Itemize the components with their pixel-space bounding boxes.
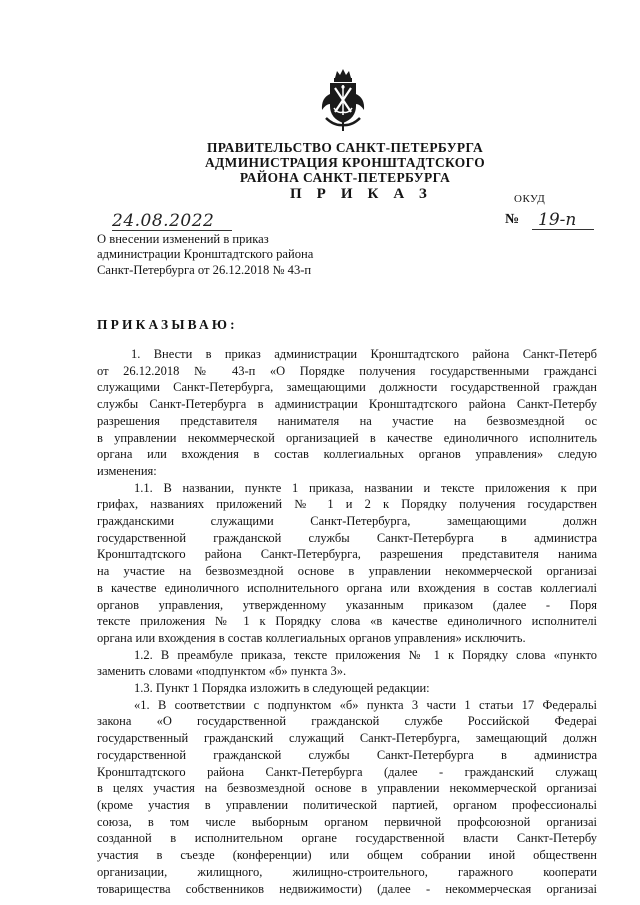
body-line: службы Санкт-Петербурга в администрации Кронштадтского района Санкт-Петербу xyxy=(97,397,597,412)
body-line: 1.3. Пункт 1 Порядка изложить в следующей редакции: xyxy=(134,681,430,696)
body-line: изменения: xyxy=(97,463,157,478)
body-line: закона «О государственной гражданской службе Российской Федераі xyxy=(97,714,597,729)
header-line-government: ПРАВИТЕЛЬСТВО САНКТ-ПЕТЕРБУРГА xyxy=(206,140,484,155)
body-line: от 26.12.2018 № 43-п «О Порядке получения государственными граждансі xyxy=(97,363,597,378)
body-line: органа или вхождения в состав коллегиальных органов управления» исключить. xyxy=(97,630,526,645)
subject-line: администрации Кронштадтского района xyxy=(97,247,314,262)
body-line: Кронштадтского района Санкт-Петербурга, разрешения представителя нанима xyxy=(97,547,597,562)
emblem-icon xyxy=(318,68,368,132)
body-line: (кроме участия в управлении политической партией, органом профессиональі xyxy=(97,797,597,812)
body-line: 1.2. В преамбуле приказа, тексте приложения № 1 к Порядку слова «пункто xyxy=(134,647,597,662)
body-line: органов управления, утвержденному указанным приказом (далее - Поря xyxy=(97,597,597,612)
body-line: гражданскими служащими Санкт-Петербурга, замещающими должн xyxy=(97,514,597,529)
document-number: 19-п xyxy=(532,211,594,230)
body-line: государственной гражданской службы Санкт-Петербурга в администра xyxy=(97,747,597,762)
header-line-district: РАЙОНА САНКТ-ПЕТЕРБУРГА xyxy=(239,170,451,185)
body-line: государственной гражданской службы Санкт-Петербурга в администра xyxy=(97,530,597,545)
subject-line: О внесении изменений в приказ xyxy=(97,232,269,246)
body-line: 1. Внести в приказ администрации Кронштадтского района Санкт-Петерб xyxy=(131,347,597,361)
body-line: органа или вхождения в состав коллегиальных органов управления» следую xyxy=(97,447,597,462)
body-line: разрешения представителя нанимателя на участие на безвозмездной ос xyxy=(97,413,597,428)
document-body xyxy=(97,346,597,897)
body-line: участия в съезде (конференции) или общем собрании иной общественн xyxy=(97,848,597,863)
document-type-title: ПРИКАЗ xyxy=(290,186,442,202)
body-line: «1. В соответствии с подпунктом «б» пункта 3 части 1 статьи 17 Федеральі xyxy=(134,697,597,712)
header-line-administration: АДМИНИСТРАЦИЯ КРОНШТАДТСКОГО xyxy=(204,155,486,170)
body-line: в целях участия на безвозмездной основе в управлении некоммерческой организаі xyxy=(97,781,597,796)
body-line: на участие на безвозмездной основе в управлении некоммерческой организаі xyxy=(97,564,597,579)
body-line: в управлении некоммерческой организацией в качестве единоличного исполнитель xyxy=(97,430,597,445)
subject-line: Санкт-Петербурга от 26.12.2018 № 43-п xyxy=(97,262,312,277)
body-line: государственный гражданский служащий Санкт-Петербурга, замещающий должн xyxy=(97,731,597,746)
body-line: союза, в том числе выборным органом первичной профсоюзной организаі xyxy=(97,814,597,829)
number-sign: № xyxy=(505,212,520,227)
body-line: служащими Санкт-Петербурга, замещающими должности государственной граждан xyxy=(97,380,597,395)
body-line: товарищества собственников недвижимости) (далее - некоммерческая организаі xyxy=(97,881,597,896)
body-line: Кронштадтского района Санкт-Петербурга (далее - гражданский служащ xyxy=(97,764,597,779)
body-line: в качестве единоличного исполнительного органа или вхождения в состав коллегиалі xyxy=(97,580,597,595)
body-line: 1.1. В названии, пункте 1 приказа, названии и тексте приложения к при xyxy=(134,480,597,495)
body-line: тексте приложения № 1 к Порядку слова «в качестве единоличного исполнителі xyxy=(97,614,597,629)
okud-label: ОКУД xyxy=(514,193,546,205)
body-line: организации, жилищного, жилищно-строительного, гаражного кооперати xyxy=(97,864,597,879)
document-subject xyxy=(97,232,313,278)
document-date: 24.08.2022 xyxy=(112,212,232,231)
body-line: созданной в исполнительном органе государственной власти Санкт-Петербу xyxy=(97,831,597,846)
body-line: грифах, названиях приложений № 1 и 2 к Порядку получения государствен xyxy=(97,497,597,512)
body-line: заменить словами «подпунктом «б» пункта 3». xyxy=(97,664,347,679)
order-heading: ПРИКАЗЫВАЮ: xyxy=(97,317,238,332)
